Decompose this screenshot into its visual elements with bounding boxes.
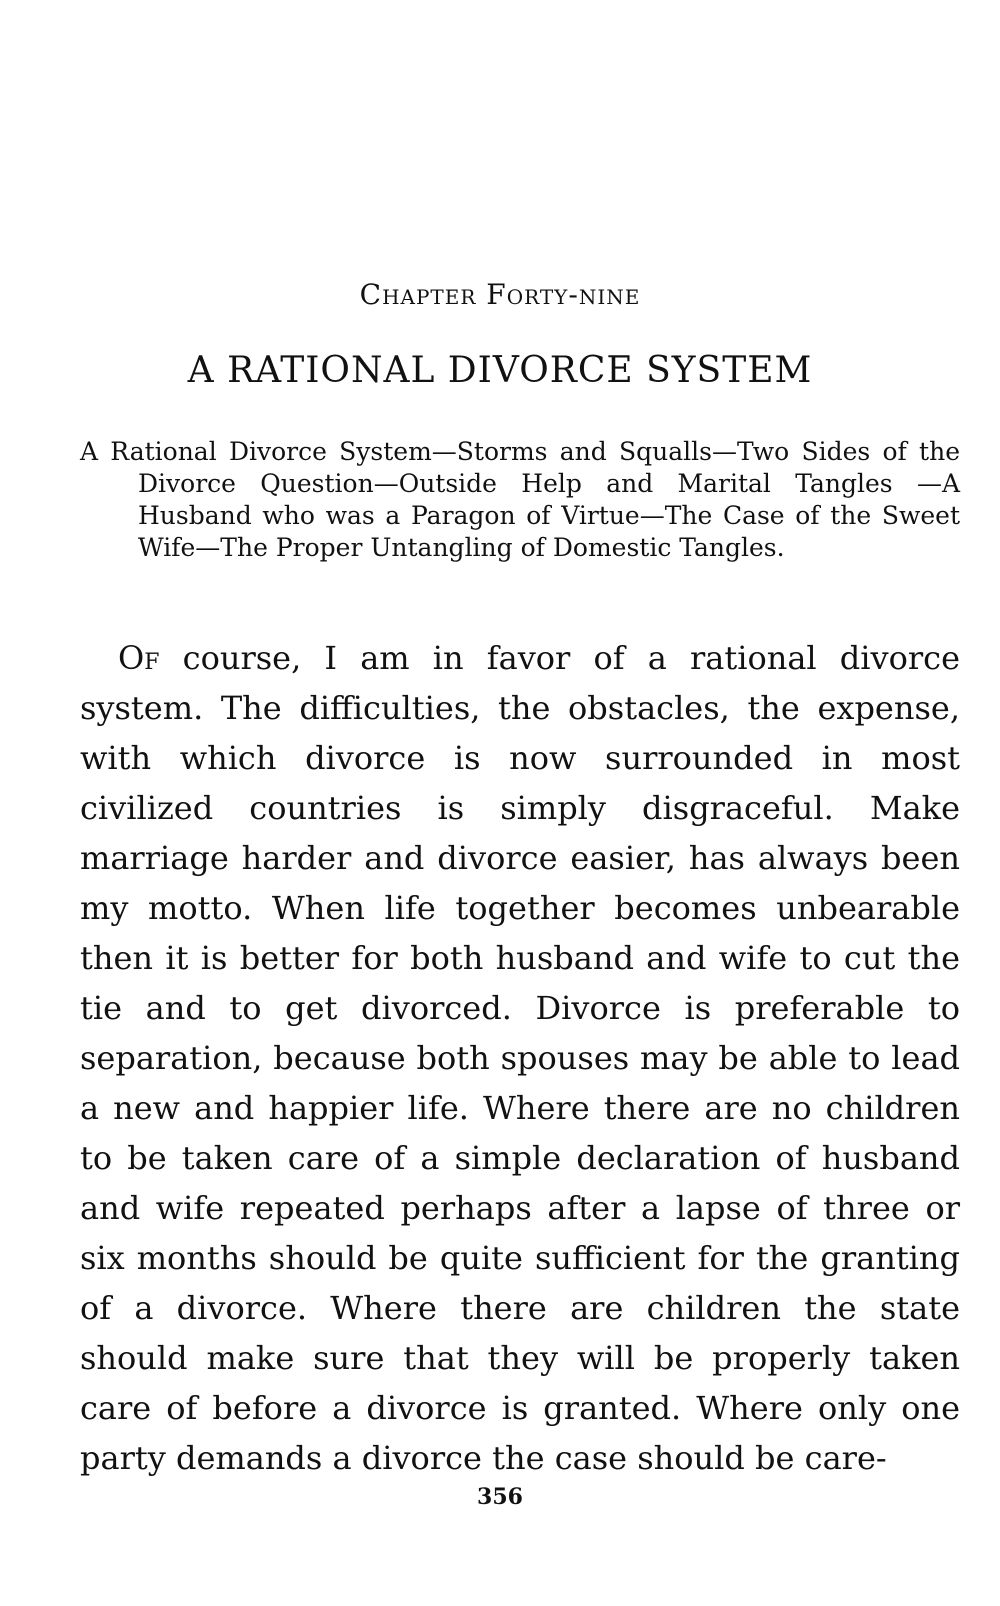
page-number: 356 xyxy=(477,1484,523,1510)
chapter-label: Chapter Forty-nine xyxy=(359,278,641,311)
chapter-title: A RATIONAL DIVORCE SYSTEM xyxy=(187,350,813,391)
body-paragraph xyxy=(80,633,960,1483)
paragraph-lead-word: Of xyxy=(118,639,160,677)
chapter-synopsis: A Rational Divorce System—Storms and Squalls—Two Sides of the Divorce Question—Outside Help and Marital Tangles —A Husband who was a Paragon of Virtue—The Case of the Sweet Wife—The Proper Untangling of Domestic Tangles. xyxy=(80,437,960,562)
paragraph-text: course, I am in favor of a rational divorce system. The difficulties, the obstacles, the expense, with which divorce is now surrounded in most civilized countries is simply disgraceful. Make marriage harder and divorce easier, has always been my motto. When life together becomes unbearable then it is better for both husband and wife to cut the tie and to get divorced. Divorce is preferable to separation, because both spouses may be able to lead a new and happier life. Where there are no children to be taken care of a simple declaration of husband and wife repeated perhaps after a lapse of three or six months should be quite sufficient for the granting of a divorce. Where there are children the state should make sure that they will be properly taken care of before a divorce is granted. Where only one party demands a divorce the case should be care- xyxy=(80,639,960,1477)
